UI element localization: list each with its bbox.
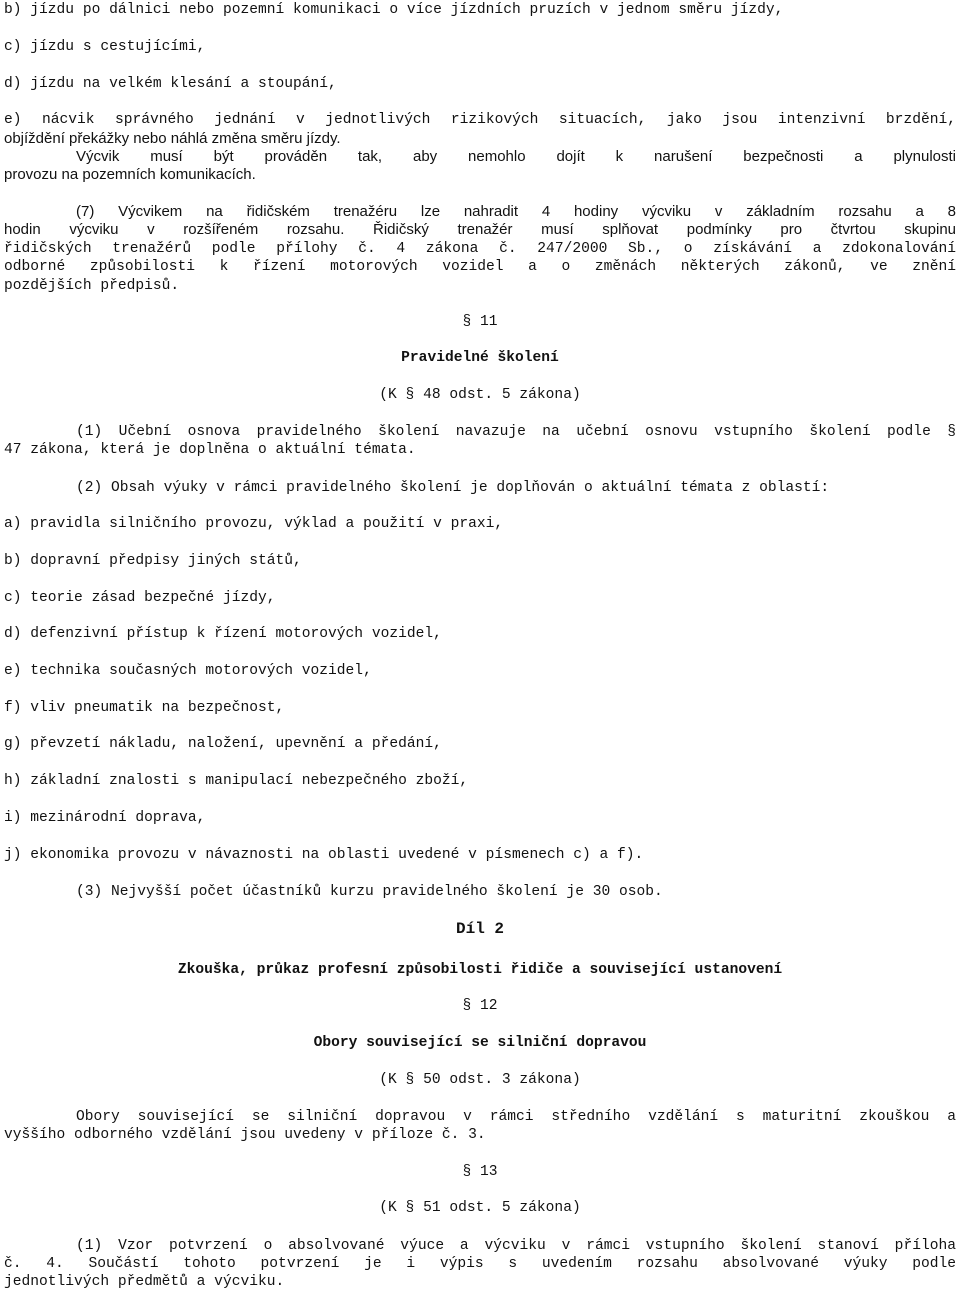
list-item-c: c) jízdu s cestujícími, [4,39,206,55]
list-item-d: d) jízdu na velkém klesání a stoupání, [4,76,337,92]
topic-item-f: f) vliv pneumatik na bezpečnost, [4,700,285,716]
vycvik-paragraph-line2: provozu na pozemních komunikacích. [4,166,256,183]
topic-item-d: d) defenzivní přístup k řízení motorových vozidel, [4,626,442,642]
section-11-title: Pravidelné školení [401,350,559,366]
section-12-number: § 12 [462,998,498,1014]
topic-item-a: a) pravidla silničního provozu, výklad a použití v praxi, [4,516,504,532]
section-12-title: Obory související se silniční dopravou [313,1035,647,1051]
section-13-number: § 13 [462,1164,498,1180]
section-13-paragraph-1-line2: č. 4. Součástí tohoto potvrzení je i výpis s uvedením rozsahu absolvované výuky podle [4,1256,956,1272]
section-12-paragraph-line1: Obory související se silniční dopravou v rámci středního vzdělání s maturitní zkouškou a [76,1109,956,1125]
section-11-number: § 11 [462,314,498,330]
part-2-subtitle: Zkouška, průkaz profesní způsobilosti řidiče a související ustanovení [177,962,783,978]
section-11-paragraph-2: (2) Obsah výuky v rámci pravidelného školení je doplňován o aktuální témata z oblastí: [76,480,830,496]
section-13-reference: (K § 51 odst. 5 zákona) [379,1200,581,1216]
paragraph-7-line5: pozdějších předpisů. [4,278,180,294]
part-2-title: Díl 2 [455,920,504,938]
paragraph-7-line1: (7) Výcvikem na řidičském trenažéru lze nahradit 4 hodiny výcviku v základním rozsahu a 8 [76,203,956,220]
section-12-paragraph-line2: vyššího odborného vzdělání jsou uvedeny v příloze č. 3. [4,1127,486,1143]
list-item-b: b) jízdu po dálnici nebo pozemní komunikaci o více jízdních pruzích v jednom směru jízdy, [4,2,784,18]
section-11-paragraph-3: (3) Nejvyšší počet účastníků kurzu pravidelného školení je 30 osob. [76,884,663,900]
section-11-paragraph-1-line1: (1) Učební osnova pravidelného školení navazuje na učební osnovu vstupního školení podle § [76,424,956,440]
section-12-reference: (K § 50 odst. 3 zákona) [379,1072,581,1088]
paragraph-7-line2: hodin výcviku v rozšířeném rozsahu. Řidičský trenažér musí splňovat podmínky pro čtvrtou skupinu [4,221,956,238]
paragraph-7-line3: řidičských trenažérů podle přílohy č. 4 zákona č. 247/2000 Sb., o získávání a zdokonalování [4,241,956,257]
list-item-e-line1: e) nácvik správného jednání v jednotlivých rizikových situacích, jako jsou intenzivní brzdění, [4,112,956,128]
section-13-paragraph-1-line3: jednotlivých předmětů a výcviku. [4,1274,285,1290]
topic-item-j: j) ekonomika provozu v návaznosti na oblasti uvedené v písmenech c) a f). [4,847,644,863]
list-item-e-line2: objíždění překážky nebo náhlá změna směru jízdy. [4,130,341,147]
section-11-reference: (K § 48 odst. 5 zákona) [379,387,581,403]
section-11-paragraph-1-line2: 47 zákona, která je doplněna o aktuální témata. [4,442,416,458]
topic-item-b: b) dopravní předpisy jiných států, [4,553,302,569]
topic-item-c: c) teorie zásad bezpečné jízdy, [4,590,276,606]
topic-item-i: i) mezinárodní doprava, [4,810,206,826]
topic-item-e: e) technika současných motorových vozidel, [4,663,372,679]
topic-item-h: h) základní znalosti s manipulací nebezpečného zboží, [4,773,469,789]
paragraph-7-line4: odborné způsobilosti k řízení motorových vozidel a o změnách některých zákonů, ve znění [4,259,956,275]
topic-item-g: g) převzetí nákladu, naložení, upevnění a předání, [4,736,442,752]
section-13-paragraph-1-line1: (1) Vzor potvrzení o absolvované výuce a výcviku v rámci vstupního školení stanoví příloha [76,1238,956,1254]
vycvik-paragraph-line1: Výcvik musí být prováděn tak, aby nemohlo dojít k narušení bezpečnosti a plynulosti [76,148,956,165]
